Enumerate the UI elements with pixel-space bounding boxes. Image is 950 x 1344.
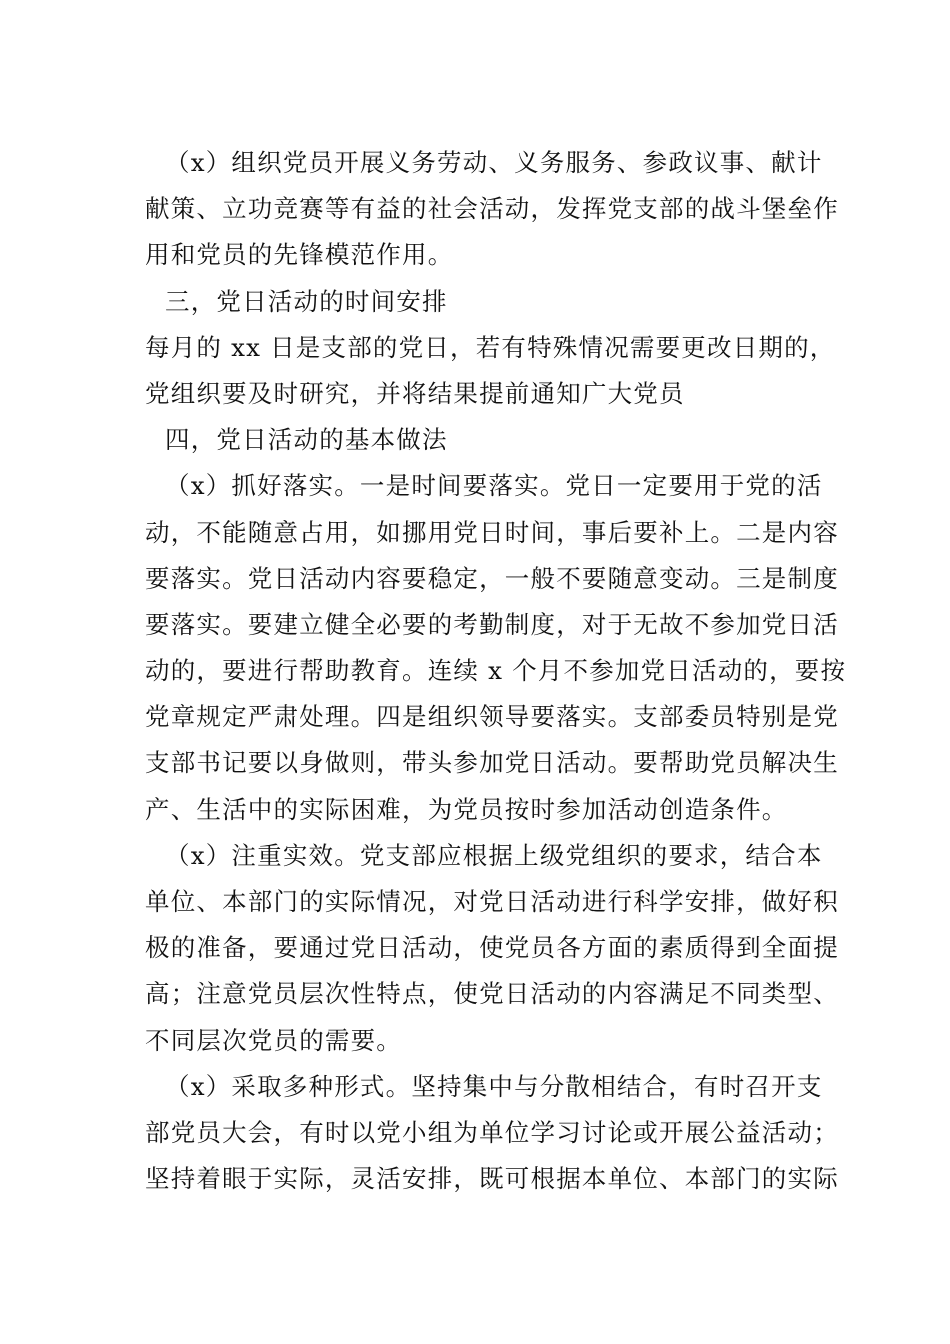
text-line: 产、生活中的实际困难，为党员按时参加活动创造条件。 (145, 794, 788, 824)
section-heading: 三，党日活动的时间安排 (165, 286, 448, 316)
text-line: （x）组织党员开展义务劳动、义务服务、参政议事、献计 (165, 148, 823, 177)
text-line: （x）注重实效。党支部应根据上级党组织的要求，结合本 (165, 840, 823, 870)
section-heading: 四，党日活动的基本做法 (165, 425, 448, 455)
text-line: 党组织要及时研究，并将结果提前通知广大党员 (145, 378, 685, 408)
text-line: 动的，要进行帮助教育。连续 x 个月不参加党日活动的，要按 (145, 656, 847, 686)
document-body (145, 140, 847, 1202)
paragraph-implementation (145, 463, 847, 833)
text-line: 部党员大会，有时以党小组为单位学习讨论或开展公益活动； (145, 1117, 839, 1147)
text-line: 不同层次党员的需要。 (145, 1025, 402, 1055)
text-line: （x）抓好落实。一是时间要落实。党日一定要用于党的活 (165, 471, 823, 501)
text-line: 高；注意党员层次性特点，使党日活动的内容满足不同类型、 (145, 979, 839, 1009)
text-line: 极的准备，要通过党日活动，使党员各方面的素质得到全面提 (145, 933, 839, 963)
text-line: （x）采取多种形式。坚持集中与分散相结合，有时召开支 (165, 1071, 823, 1101)
text-line: 动，不能随意占用，如挪用党日时间，事后要补上。二是内容 (145, 517, 839, 547)
text-line: 单位、本部门的实际情况，对党日活动进行科学安排，做好积 (145, 887, 839, 916)
paragraph-effectiveness (145, 833, 839, 1064)
heading-basic-practices (145, 417, 835, 463)
heading-time-arrangement (145, 279, 835, 325)
text-line: 用和党员的先锋模范作用。 (145, 240, 454, 270)
text-line: 支部书记要以身做则，带头参加党日活动。要帮助党员解决生 (145, 748, 839, 778)
paragraph-party-day-date (145, 325, 835, 417)
text-line: 坚持着眼于实际，灵活安排，既可根据本单位、本部门的实际 (145, 1164, 839, 1194)
paragraph-organize-activities (145, 140, 839, 279)
text-line: 献策、立功竞赛等有益的社会活动，发挥党支部的战斗堡垒作 (145, 194, 839, 224)
text-line: 要落实。党日活动内容要稳定，一般不要随意变动。三是制度 (145, 563, 839, 593)
text-line: 要落实。要建立健全必要的考勤制度，对于无故不参加党日活 (145, 609, 839, 639)
text-line: 党章规定严肃处理。四是组织领导要落实。支部委员特别是党 (145, 702, 839, 732)
text-line: 每月的 xx 日是支部的党日，若有特殊情况需要更改日期的， (145, 332, 836, 362)
paragraph-various-forms (145, 1064, 839, 1203)
